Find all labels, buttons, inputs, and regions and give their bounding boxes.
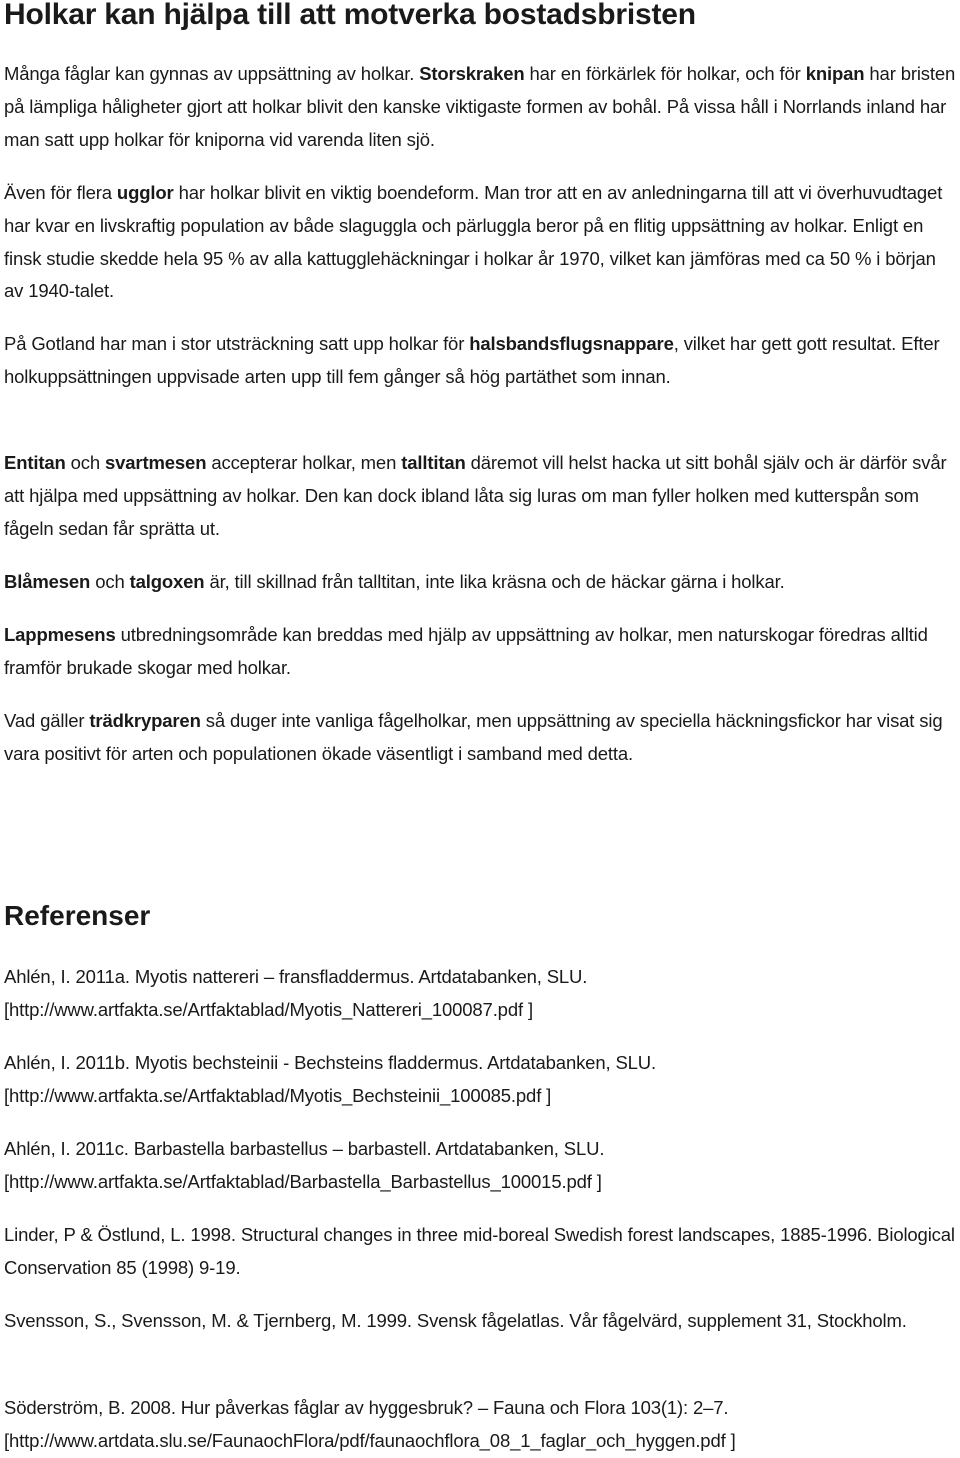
species-name: ugglor	[116, 182, 174, 203]
paragraph-blamesen	[4, 566, 785, 599]
reference-item: Ahlén, I. 2011c. Barbastella barbastellus – barbastell. Artdatabanken, SLU. [http://www.artfakta.se/Artfaktablad/Barbastella_Barbastellus_100015.pdf ]	[4, 1138, 605, 1192]
paragraph-titor	[4, 447, 956, 545]
reference-item: Ahlén, I. 2011a. Myotis nattereri – fransfladdermus. Artdatabanken, SLU. [http://www.artfakta.se/Artfaktablad/Myotis_Nattereri_100087.pdf ]	[4, 966, 588, 1020]
text-run: Många fåglar kan gynnas av uppsättning av holkar.	[4, 63, 420, 84]
text-run: och	[90, 571, 130, 592]
text-run: har en förkärlek för holkar, och för	[524, 63, 806, 84]
paragraph-knipan	[4, 58, 956, 156]
text-run: har holkar blivit en viktig boendeform. Man tror att en av anledningarna till att vi överhuvudtaget har kvar en livskraftig population av både slaguggla och pärluggla beror på en flitig uppsättning av holkar. Enligt en finsk studie skedde hela 95 % av alla kattugglehäckningar i holkar år 1970, vilket kan jämföras med ca 50 % i början av 1940-talet.	[4, 182, 943, 302]
text-run: så duger inte vanliga fågelholkar, men uppsättning av speciella häckningsfickor har visat sig vara positivt för arten och populationen ökade väsentligt i samband med detta.	[4, 710, 943, 764]
text-run: utbredningsområde kan breddas med hjälp av uppsättning av holkar, men naturskogar föredras alltid framför brukade skogar med holkar.	[4, 624, 928, 678]
species-name: Storskraken	[419, 63, 525, 84]
text-run: accepterar holkar, men	[206, 452, 402, 473]
text-run: , vilket har gett gott resultat. Efter holkuppsättningen uppvisade arten upp till fem gånger så hög partäthet som innan.	[4, 333, 940, 387]
text-run: är, till skillnad från talltitan, inte lika kräsna och de häckar gärna i holkar.	[204, 571, 785, 592]
species-name: talltitan	[401, 452, 466, 473]
page-title: Holkar kan hjälpa till att motverka bostadsbristen	[4, 0, 696, 31]
paragraph-lappmes	[4, 619, 956, 685]
text-run: har bristen på lämpliga håligheter gjort att holkar blivit den kanske viktigaste formen av bohål. På vissa håll i Norrlands inland har man satt upp holkar för kniporna vid varenda liten sjö.	[4, 63, 956, 150]
species-name: Lappmesens	[4, 624, 116, 645]
reference-item: Linder, P & Östlund, L. 1998. Structural changes in three mid-boreal Swedish forest landscapes, 1885-1996. Biological Conservation 85 (1998) 9-19.	[4, 1224, 955, 1278]
species-name: trädkryparen	[89, 710, 201, 731]
reference-item: Svensson, S., Svensson, M. & Tjernberg, M. 1999. Svensk fågelatlas. Vår fågelvärd, supplement 31, Stockholm.	[4, 1310, 907, 1331]
text-run: däremot vill helst hacka ut sitt bohål själv och är därför svår att hjälpa med uppsättning av holkar. Den kan dock ibland låta sig luras om man fyller holken med kutterspån som fågeln sedan får sprätta ut.	[4, 452, 947, 539]
reference-item: Ahlén, I. 2011b. Myotis bechsteinii - Bechsteins fladdermus. Artdatabanken, SLU. [http://www.artfakta.se/Artfaktablad/Myotis_Bechsteinii_100085.pdf ]	[4, 1052, 656, 1106]
species-name: Blåmesen	[4, 571, 91, 592]
species-name: knipan	[805, 63, 865, 84]
text-run: Även för flera	[4, 182, 117, 203]
species-name: talgoxen	[129, 571, 205, 592]
paragraph-gotland	[4, 328, 956, 394]
text-run: och	[65, 452, 105, 473]
paragraph-tradkrypare	[4, 705, 956, 771]
references-heading: Referenser	[4, 900, 151, 931]
text-run: På Gotland har man i stor utsträckning satt upp holkar för	[4, 333, 470, 354]
paragraph-ugglor	[4, 177, 956, 308]
species-name: Entitan	[4, 452, 66, 473]
species-name: halsbandsflugsnappare	[469, 333, 674, 354]
species-name: svartmesen	[105, 452, 207, 473]
text-run: Vad gäller	[4, 710, 90, 731]
reference-item: Söderström, B. 2008. Hur påverkas fåglar av hyggesbruk? – Fauna och Flora 103(1): 2–7. [http://www.artdata.slu.se/FaunaochFlora/pdf/faunaochflora_08_1_faglar_och_hyggen.pdf ]	[4, 1397, 736, 1451]
